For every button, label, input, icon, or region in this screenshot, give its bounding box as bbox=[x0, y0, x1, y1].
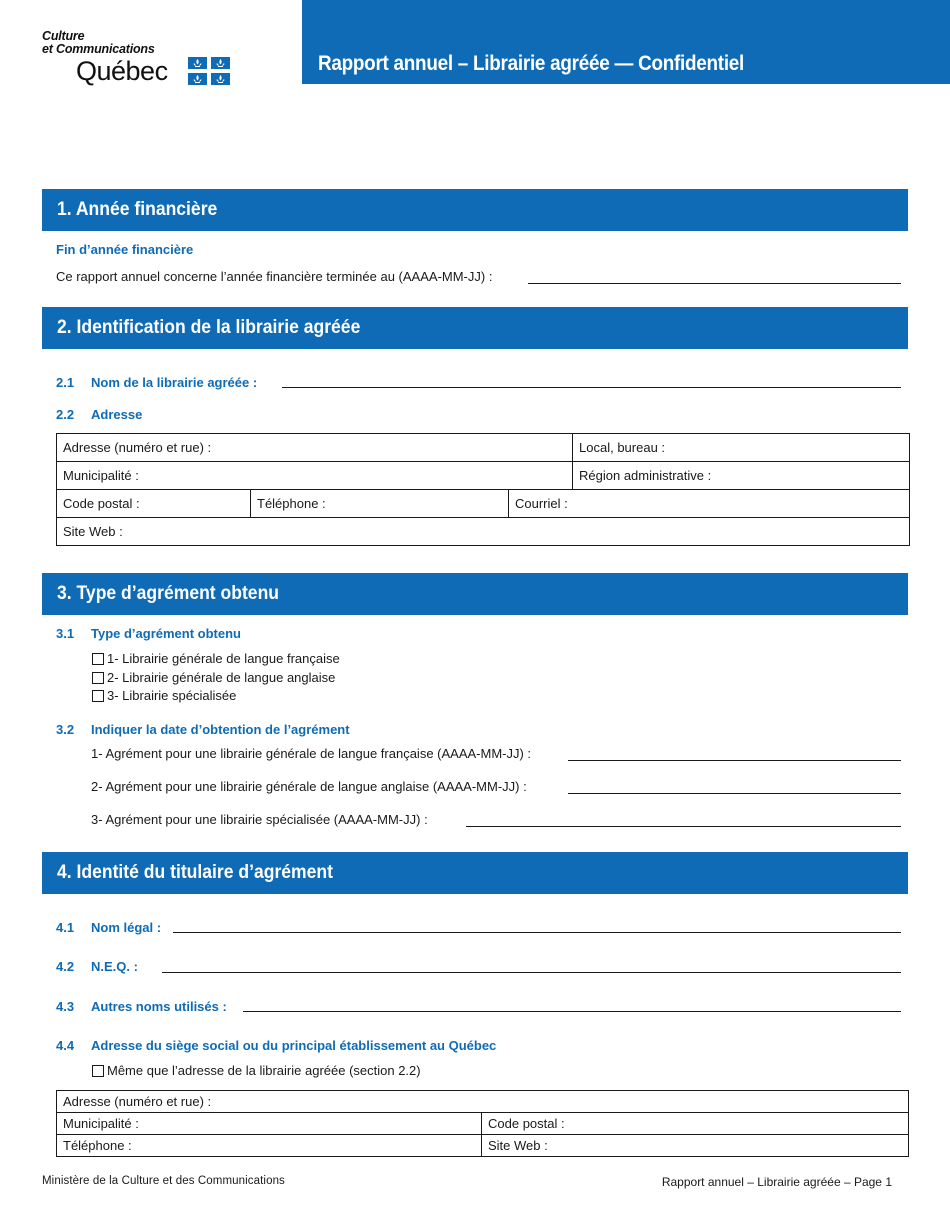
subsection-2-2 bbox=[56, 407, 142, 422]
subsection-4-3 bbox=[56, 999, 227, 1014]
nom-librairie-label: Nom de la librairie agréée : bbox=[91, 375, 258, 390]
autres-noms-label: Autres noms utilisés : bbox=[91, 999, 227, 1014]
annee-financiere-label: Ce rapport annuel concerne l’année financière terminée au (AAAA-MM-JJ) : bbox=[56, 269, 493, 284]
option-specialisee[interactable] bbox=[92, 688, 236, 703]
subsection-number: 2.2 bbox=[56, 407, 75, 422]
date-specialisee-field[interactable] bbox=[466, 826, 901, 827]
date-obtention-subtitle: Indiquer la date d’obtention de l’agrément bbox=[91, 722, 350, 737]
adresse-cell[interactable]: Adresse (numéro et rue) : bbox=[57, 1091, 909, 1113]
site-web-cell[interactable]: Site Web : bbox=[57, 518, 910, 546]
option-label: 1- Librairie générale de langue française bbox=[107, 651, 340, 666]
subsection-3-1 bbox=[56, 626, 241, 641]
meme-adresse-label: Même que l’adresse de la librairie agréée (section 2.2) bbox=[107, 1063, 421, 1078]
header-bar bbox=[302, 0, 950, 84]
subsection-4-4 bbox=[56, 1038, 496, 1053]
municipalite-cell[interactable]: Municipalité : bbox=[57, 1113, 482, 1135]
local-bureau-cell[interactable]: Local, bureau : bbox=[573, 434, 910, 462]
adresse-siege-table bbox=[56, 1090, 909, 1157]
annee-financiere-field[interactable] bbox=[528, 283, 901, 284]
subsection-3-2 bbox=[56, 722, 350, 737]
type-agrement-subtitle: Type d’agrément obtenu bbox=[91, 626, 241, 641]
section-1-header bbox=[42, 189, 908, 231]
footer-page-info: Rapport annuel – Librairie agréée – Page 1 bbox=[661, 1175, 892, 1189]
date-francaise-field[interactable] bbox=[568, 760, 901, 761]
date-anglaise-label: 2- Agrément pour une librairie générale de langue anglaise (AAAA-MM-JJ) : bbox=[91, 779, 527, 794]
nom-legal-field[interactable] bbox=[173, 932, 901, 933]
date-francaise-label: 1- Agrément pour une librairie générale de langue française (AAAA-MM-JJ) : bbox=[91, 746, 532, 761]
option-langue-francaise[interactable] bbox=[92, 651, 340, 666]
section-4-title: 4. Identité du titulaire d’agrément bbox=[57, 861, 333, 883]
neq-field[interactable] bbox=[162, 972, 901, 973]
section-1-title: 1. Année financière bbox=[57, 198, 218, 220]
section-3-header bbox=[42, 573, 908, 615]
footer-ministry: Ministère de la Culture et des Communications bbox=[42, 1175, 285, 1187]
section-4-header bbox=[42, 852, 908, 894]
option-label: 3- Librairie spécialisée bbox=[107, 688, 237, 703]
document-title: Rapport annuel – Librairie agréée — Confidentiel bbox=[318, 52, 745, 75]
site-web-cell[interactable]: Site Web : bbox=[482, 1135, 909, 1157]
checkbox[interactable] bbox=[92, 653, 104, 665]
siege-social-subtitle: Adresse du siège social ou du principal établissement au Québec bbox=[91, 1038, 497, 1053]
adresse-librairie-table bbox=[56, 433, 910, 546]
nom-librairie-field[interactable] bbox=[282, 387, 901, 388]
subsection-number: 4.3 bbox=[56, 999, 75, 1014]
subsection-number: 3.1 bbox=[56, 626, 75, 641]
neq-label: N.E.Q. : bbox=[91, 959, 138, 974]
telephone-cell[interactable]: Téléphone : bbox=[57, 1135, 482, 1157]
subsection-2-1 bbox=[56, 375, 257, 390]
subsection-number: 4.2 bbox=[56, 959, 75, 974]
logo-quebec-text: Québec bbox=[76, 56, 168, 86]
option-label: 2- Librairie générale de langue anglaise bbox=[107, 670, 336, 685]
logo-culture-text: Culture bbox=[42, 29, 85, 43]
date-anglaise-field[interactable] bbox=[568, 793, 901, 794]
section-2-header bbox=[42, 307, 908, 349]
subsection-4-2 bbox=[56, 959, 138, 974]
logo-communications-text: et Communications bbox=[42, 42, 155, 56]
adresse-cell[interactable]: Adresse (numéro et rue) : bbox=[57, 434, 573, 462]
section-3-title: 3. Type d’agrément obtenu bbox=[57, 582, 280, 604]
subsection-number: 4.4 bbox=[56, 1038, 75, 1053]
fleurdelise-flag-icon bbox=[188, 57, 230, 85]
quebec-logo bbox=[42, 30, 242, 92]
code-postal-cell[interactable]: Code postal : bbox=[482, 1113, 909, 1135]
courriel-cell[interactable]: Courriel : bbox=[509, 490, 910, 518]
subsection-number: 3.2 bbox=[56, 722, 75, 737]
code-postal-cell[interactable]: Code postal : bbox=[57, 490, 251, 518]
adresse-subtitle: Adresse bbox=[91, 407, 143, 422]
region-administrative-cell[interactable]: Région administrative : bbox=[573, 462, 910, 490]
autres-noms-field[interactable] bbox=[243, 1011, 901, 1012]
municipalite-cell[interactable]: Municipalité : bbox=[57, 462, 573, 490]
meme-adresse-option[interactable] bbox=[92, 1063, 421, 1078]
subsection-number: 4.1 bbox=[56, 920, 75, 935]
checkbox[interactable] bbox=[92, 1065, 104, 1077]
nom-legal-label: Nom légal : bbox=[91, 920, 162, 935]
subsection-4-1 bbox=[56, 920, 161, 935]
checkbox[interactable] bbox=[92, 672, 104, 684]
telephone-cell[interactable]: Téléphone : bbox=[251, 490, 509, 518]
fin-annee-subtitle: Fin d’année financière bbox=[56, 242, 194, 257]
section-2-title: 2. Identification de la librairie agréée bbox=[57, 316, 361, 338]
checkbox[interactable] bbox=[92, 690, 104, 702]
subsection-number: 2.1 bbox=[56, 375, 75, 390]
option-langue-anglaise[interactable] bbox=[92, 670, 335, 685]
date-specialisee-label: 3- Agrément pour une librairie spécialisée (AAAA-MM-JJ) : bbox=[91, 812, 428, 827]
